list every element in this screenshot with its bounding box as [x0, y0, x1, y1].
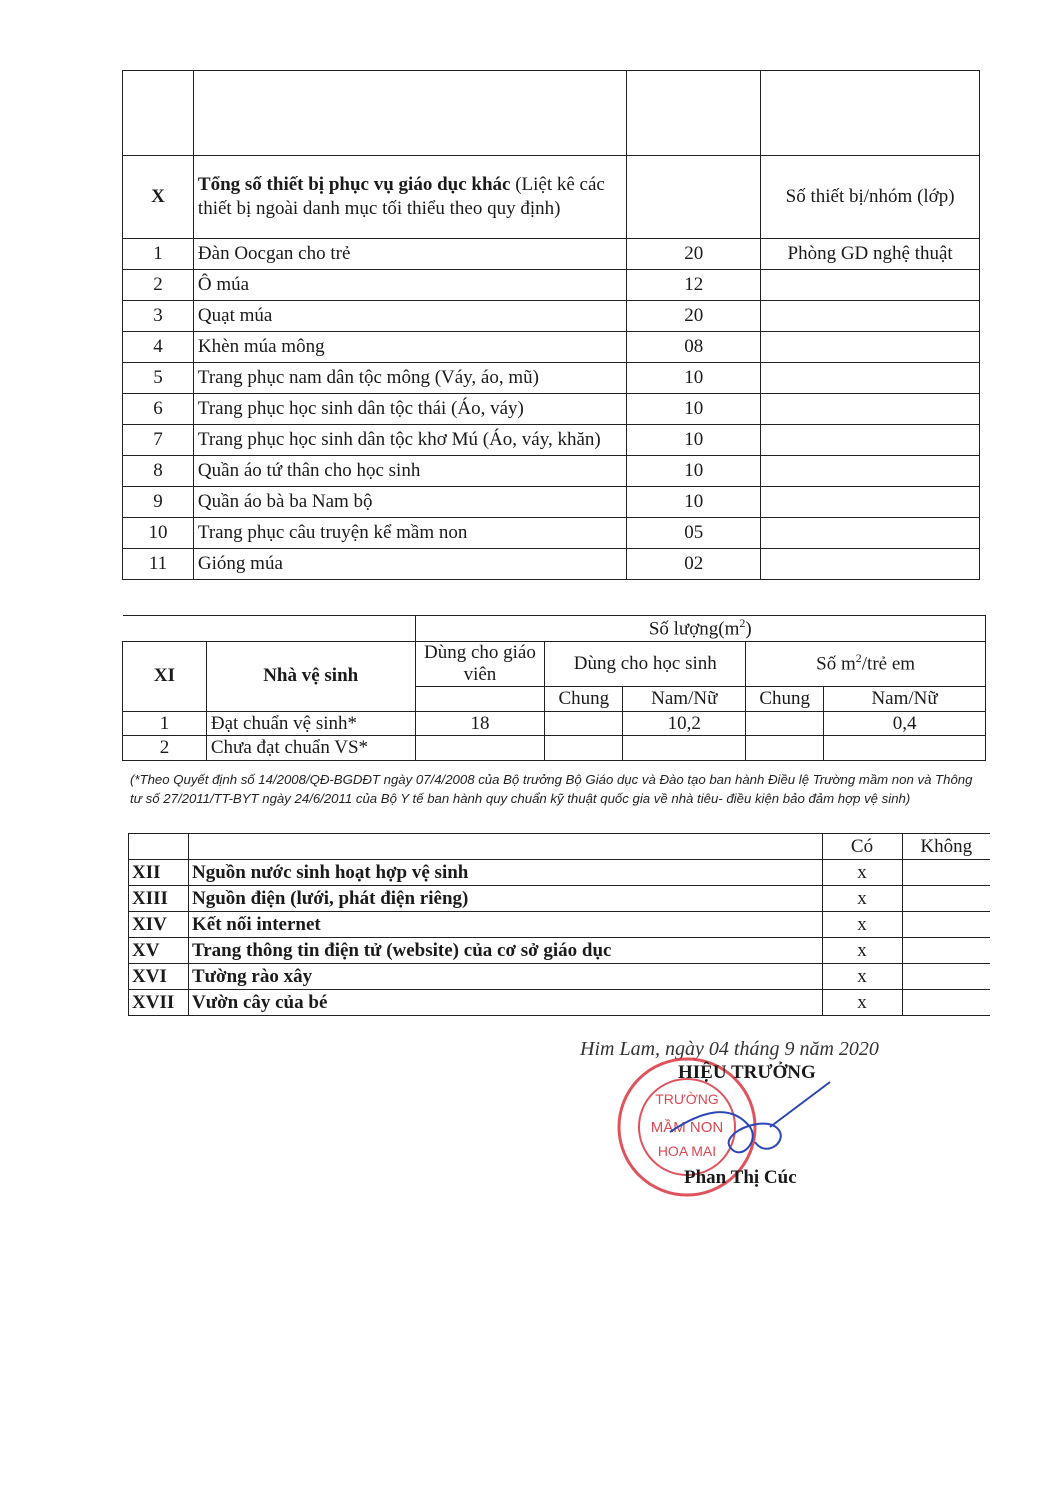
- section-x-header: [123, 156, 980, 239]
- cell-qty: 10: [627, 394, 761, 425]
- cell-no: 2: [123, 736, 207, 761]
- cell-no: 7: [123, 425, 194, 456]
- utility-row: [129, 938, 991, 964]
- cell-name: Trang thông tin điện tử (website) của cơ sở giáo dục: [188, 938, 822, 964]
- equipment-row: [123, 270, 980, 301]
- svg-text:HOA MAI: HOA MAI: [657, 1143, 717, 1159]
- cell-no: 11: [123, 549, 194, 580]
- cell-name: Tường rào xây: [188, 964, 822, 990]
- cell-note: [761, 301, 980, 332]
- cell-name: Nguồn nước sinh hoạt hợp vệ sinh: [188, 860, 822, 886]
- cell-note: [761, 518, 980, 549]
- equipment-row: [123, 456, 980, 487]
- cell-no: 2: [123, 270, 194, 301]
- cell-no: 6: [123, 394, 194, 425]
- cell-name: Quạt múa: [193, 301, 626, 332]
- cell-qty: 10: [627, 425, 761, 456]
- equipment-row: [123, 518, 980, 549]
- cell-name: Quần áo bà ba Nam bộ: [193, 487, 626, 518]
- utility-row: [129, 886, 991, 912]
- cell-khong: [902, 938, 990, 964]
- cell-no: 5: [123, 363, 194, 394]
- date-line: Him Lam, ngày 04 tháng 9 năm 2020: [580, 1038, 879, 1060]
- cell-name: Trang phục học sinh dân tộc khơ Mú (Áo, váy, khăn): [193, 425, 626, 456]
- cell-co: x: [822, 860, 902, 886]
- utility-row: [129, 912, 991, 938]
- cell-co: x: [822, 938, 902, 964]
- cell-co: x: [822, 886, 902, 912]
- cell-name: Kết nối internet: [188, 912, 822, 938]
- cell-per_chung: [746, 711, 824, 736]
- cell-student_namnu: 10,2: [623, 711, 746, 736]
- cell-name: Đàn Oocgan cho trẻ: [193, 239, 626, 270]
- cell-student_namnu: [623, 736, 746, 761]
- cell-name: Ô múa: [193, 270, 626, 301]
- cell-qty: 08: [627, 332, 761, 363]
- cell-note: [761, 549, 980, 580]
- cell-name: Trang phục nam dân tộc mông (Váy, áo, mũ): [193, 363, 626, 394]
- column-header: Số thiết bị/nhóm (lớp): [761, 156, 980, 239]
- cell-code: XVII: [129, 990, 189, 1016]
- cell-no: 10: [123, 518, 194, 549]
- cell-name: Quần áo tứ thân cho học sinh: [193, 456, 626, 487]
- cell-name: Trang phục học sinh dân tộc thái (Áo, váy): [193, 394, 626, 425]
- utility-row: [129, 860, 991, 886]
- toilet-row: [123, 736, 986, 761]
- cell-qty: 12: [627, 270, 761, 301]
- footnote: (*Theo Quyết định số 14/2008/QĐ-BGDĐT ngày 07/4/2008 của Bộ trưởng Bộ Giáo dục và Đào tạo ban hành Điều lệ Trường mầm non và Thông tư số 27/2011/TT-BYT ngày 24/6/2011 của Bộ Y tế ban hành quy chuẩn kỹ thuật quốc gia về nhà tiêu- điều kiện bảo đảm hợp vệ sinh): [130, 772, 973, 806]
- cell-note: [761, 270, 980, 301]
- per-child-header: Số $m^2$/trẻ em: [746, 642, 986, 687]
- cell-qty: 10: [627, 363, 761, 394]
- cell-code: XV: [129, 938, 189, 964]
- qty-header: Số $lượng(m^2)$: [415, 616, 985, 642]
- equipment-row: [123, 394, 980, 425]
- cell-note: [761, 487, 980, 518]
- toilet-rows: [123, 711, 986, 761]
- signer-name: Phan Thị Cúc: [684, 1167, 797, 1188]
- equipment-table: [122, 70, 980, 580]
- cell-teacher: 18: [415, 711, 545, 736]
- equipment-row: [123, 301, 980, 332]
- cell-code: XII: [129, 860, 189, 886]
- cell-qty: 10: [627, 487, 761, 518]
- utilities-table: [128, 833, 990, 1016]
- cell-per_chung: [746, 736, 824, 761]
- cell-teacher: [415, 736, 545, 761]
- cell-name: Nguồn điện (lưới, phát điện riêng): [188, 886, 822, 912]
- utility-row: [129, 964, 991, 990]
- cell-name: Trang phục câu truyện kể mầm non: [193, 518, 626, 549]
- svg-text:TRƯỜNG: TRƯỜNG: [655, 1091, 719, 1107]
- cell-qty: 05: [627, 518, 761, 549]
- cell-no: 8: [123, 456, 194, 487]
- cell-khong: [902, 860, 990, 886]
- equipment-row: [123, 332, 980, 363]
- utility-row: [129, 990, 991, 1016]
- cell-code: XIV: [129, 912, 189, 938]
- cell-note: [761, 425, 980, 456]
- khong-header: Không: [902, 834, 990, 860]
- section-code: XI: [123, 642, 207, 711]
- cell-code: XVI: [129, 964, 189, 990]
- handwritten-signature: [657, 1072, 840, 1182]
- student-header: Dùng cho học sinh: [545, 642, 746, 687]
- cell-student_chung: [545, 736, 623, 761]
- utility-rows: [129, 860, 991, 1016]
- cell-name: Khèn múa mông: [193, 332, 626, 363]
- cell-note: Phòng GD nghệ thuật: [761, 239, 980, 270]
- equipment-row: [123, 363, 980, 394]
- cell-per_namnu: 0,4: [824, 711, 986, 736]
- toilet-table: Số $lượng(m^2)$ XI Nhà vệ sinh Dùng cho giáo viên Dùng cho học sinh Số $m^2$/trẻ em Chung Nam/Nữ Chung Nam/Nữ 1 Đạt chuẩn vệ sinh* 18 10,2 0,4 2 Chưa đạt chuẩn VS*: [122, 615, 986, 761]
- section-title: Tổng số thiết bị phục vụ giáo dục khác (Liệt kê các thiết bị ngoài danh mục tối thiểu theo quy định): [193, 156, 626, 239]
- cell-name: Chưa đạt chuẩn VS*: [206, 736, 415, 761]
- equipment-rows: [123, 239, 980, 580]
- cell-no: 4: [123, 332, 194, 363]
- cell-qty: 02: [627, 549, 761, 580]
- signer-title: HIỆU TRƯỞNG: [678, 1062, 816, 1083]
- section-code: X: [123, 156, 194, 239]
- cell-note: [761, 456, 980, 487]
- cell-code: XIII: [129, 886, 189, 912]
- cell-name: Gióng múa: [193, 549, 626, 580]
- cell-per_namnu: [824, 736, 986, 761]
- cell-co: x: [822, 964, 902, 990]
- equipment-row: [123, 425, 980, 456]
- cell-name: Đạt chuẩn vệ sinh*: [206, 711, 415, 736]
- cell-student_chung: [545, 711, 623, 736]
- toilet-row: [123, 711, 986, 736]
- cell-khong: [902, 964, 990, 990]
- equipment-row: [123, 549, 980, 580]
- equipment-row: [123, 239, 980, 270]
- cell-khong: [902, 990, 990, 1016]
- cell-note: [761, 363, 980, 394]
- cell-no: 1: [123, 711, 207, 736]
- cell-khong: [902, 886, 990, 912]
- co-header: Có: [822, 834, 902, 860]
- section-title: Nhà vệ sinh: [206, 642, 415, 711]
- cell-no: 1: [123, 239, 194, 270]
- cell-qty: 10: [627, 456, 761, 487]
- teacher-header: Dùng cho giáo viên: [415, 642, 545, 687]
- cell-co: x: [822, 912, 902, 938]
- cell-qty: 20: [627, 301, 761, 332]
- cell-name: Vườn cây của bé: [188, 990, 822, 1016]
- cell-qty: 20: [627, 239, 761, 270]
- blank-top-row: [123, 71, 980, 156]
- cell-note: [761, 394, 980, 425]
- cell-note: [761, 332, 980, 363]
- equipment-row: [123, 487, 980, 518]
- cell-co: x: [822, 990, 902, 1016]
- cell-khong: [902, 912, 990, 938]
- cell-no: 3: [123, 301, 194, 332]
- svg-text:MẦM NON: MẦM NON: [650, 1119, 724, 1136]
- cell-no: 9: [123, 487, 194, 518]
